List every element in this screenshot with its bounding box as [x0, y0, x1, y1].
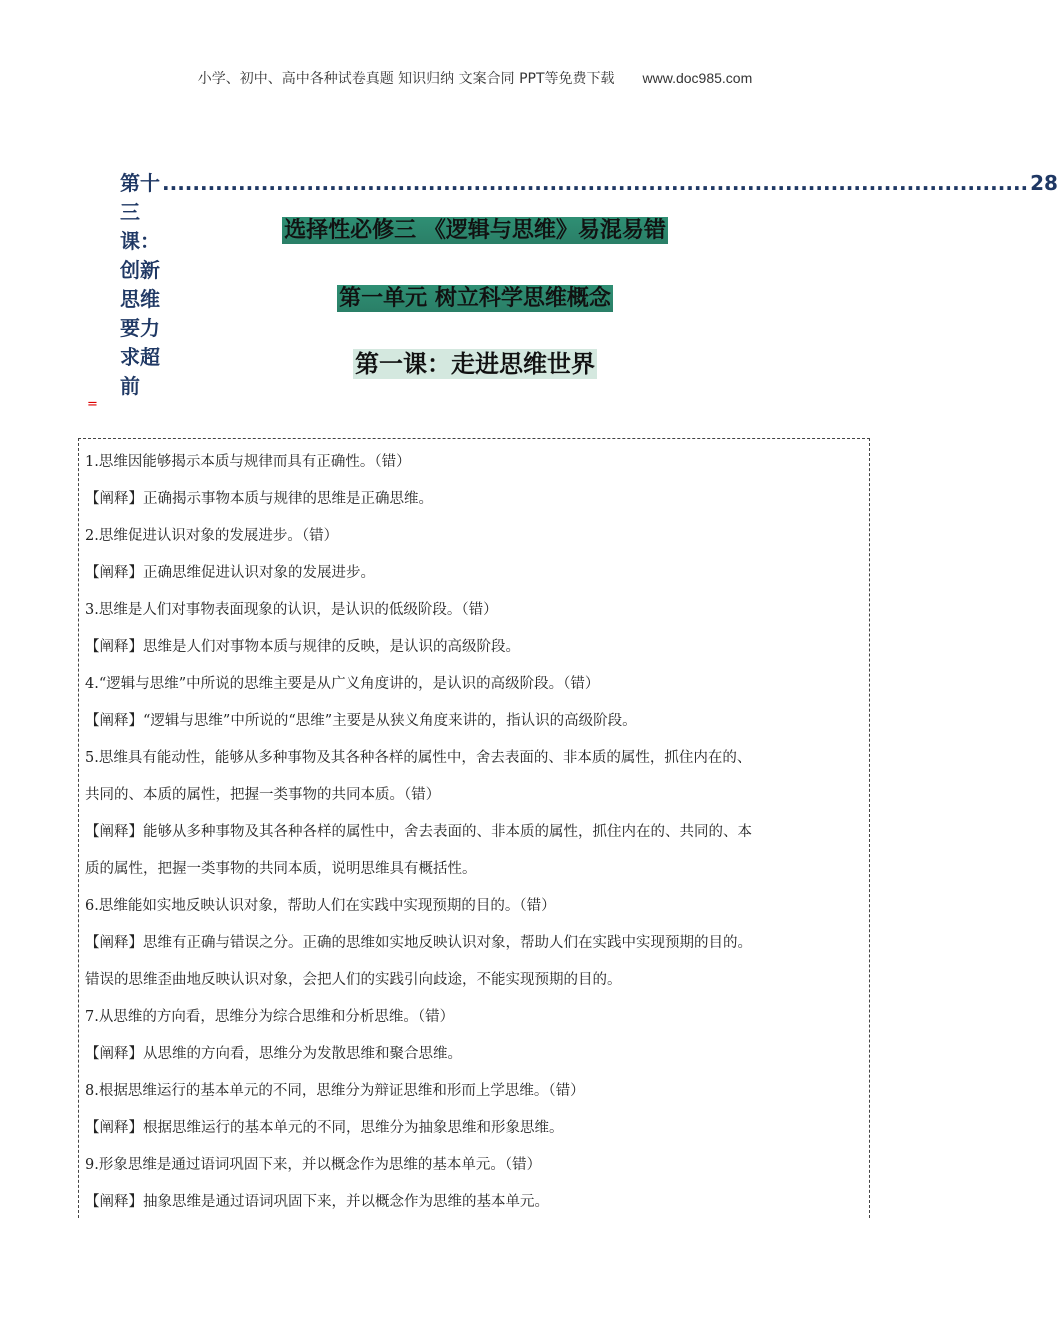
toc-entry-title: 第十三课：创新思维要力求超前: [120, 171, 160, 398]
list-item: 2.思维促进认识对象的发展进步。（错）: [85, 528, 339, 544]
unit-heading: [0, 281, 950, 312]
list-item: 5.思维具有能动性，能够从多种事物及其各种各样的属性中，舍去表面的、非本质的属性，抓住内在的、: [85, 750, 752, 766]
lesson-heading: [0, 344, 950, 379]
list-item: 【阐释】正确揭示事物本质与规律的思维是正确思维。: [85, 491, 433, 507]
list-item: 质的属性，把握一类事物的共同本质，说明思维具有概括性。: [85, 861, 477, 877]
list-item: 【阐释】能够从多种事物及其各种各样的属性中，舍去表面的、非本质的属性，抓住内在的、共同的、本: [85, 824, 752, 840]
header-text: 小学、初中、高中各种试卷真题 知识归纳 文案合同 PPT等免费下载: [197, 71, 615, 87]
unit-heading-text: 第一单元 树立科学思维概念: [339, 286, 611, 311]
toc-entry-page: 28: [1030, 171, 1058, 195]
list-item: 【阐释】思维有正确与错误之分。正确的思维如实地反映认识对象，帮助人们在实践中实现预期的目的。: [85, 935, 752, 951]
list-item: 6.思维能如实地反映认识对象，帮助人们在实践中实现预期的目的。（错）: [85, 898, 556, 914]
list-item: 1.思维因能够揭示本质与规律而具有正确性。（错）: [85, 454, 411, 470]
list-item: 【阐释】思维是人们对事物本质与规律的反映，是认识的高级阶段。: [85, 639, 520, 655]
list-item: 3.思维是人们对事物表面现象的认识，是认识的低级阶段。（错）: [85, 602, 498, 618]
content-box: [85, 444, 865, 1221]
list-item: 错误的思维歪曲地反映认识对象，会把人们的实践引向歧途，不能实现预期的目的。: [85, 972, 622, 988]
header-site-link[interactable]: www.doc985.com: [642, 70, 753, 86]
lesson-heading-text: 第一课：走进思维世界: [355, 350, 595, 378]
list-item: 9.形象思维是通过语词巩固下来，并以概念作为思维的基本单元。（错）: [85, 1157, 542, 1173]
list-item: 7.从思维的方向看，思维分为综合思维和分析思维。（错）: [85, 1009, 455, 1025]
list-item: 【阐释】抽象思维是通过语词巩固下来，并以概念作为思维的基本单元。: [85, 1194, 549, 1210]
list-item: 【阐释】从思维的方向看，思维分为发散思维和聚合思维。: [85, 1046, 462, 1062]
document-title-text: 选择性必修三 《逻辑与思维》易混易错: [284, 218, 666, 243]
list-item: 8.根据思维运行的基本单元的不同，思维分为辩证思维和形而上学思维。（错）: [85, 1083, 585, 1099]
list-item: 【阐释】“逻辑与思维”中所说的“思维”主要是从狭义角度来讲的，指认识的高级阶段。: [85, 713, 637, 729]
list-item: 【阐释】根据思维运行的基本单元的不同，思维分为抽象思维和形象思维。: [85, 1120, 564, 1136]
list-item: 【阐释】正确思维促进认识对象的发展进步。: [85, 565, 375, 581]
list-item: 共同的、本质的属性，把握一类事物的共同本质。（错）: [85, 787, 441, 803]
page-header: [0, 68, 950, 88]
list-item: 4.“逻辑与思维”中所说的思维主要是从广义角度讲的，是认识的高级阶段。（错）: [85, 676, 600, 692]
document-title: [0, 213, 950, 244]
toc-leader-dots: ..................................................................................................................: [162, 171, 1029, 195]
red-mark: =: [87, 397, 98, 412]
